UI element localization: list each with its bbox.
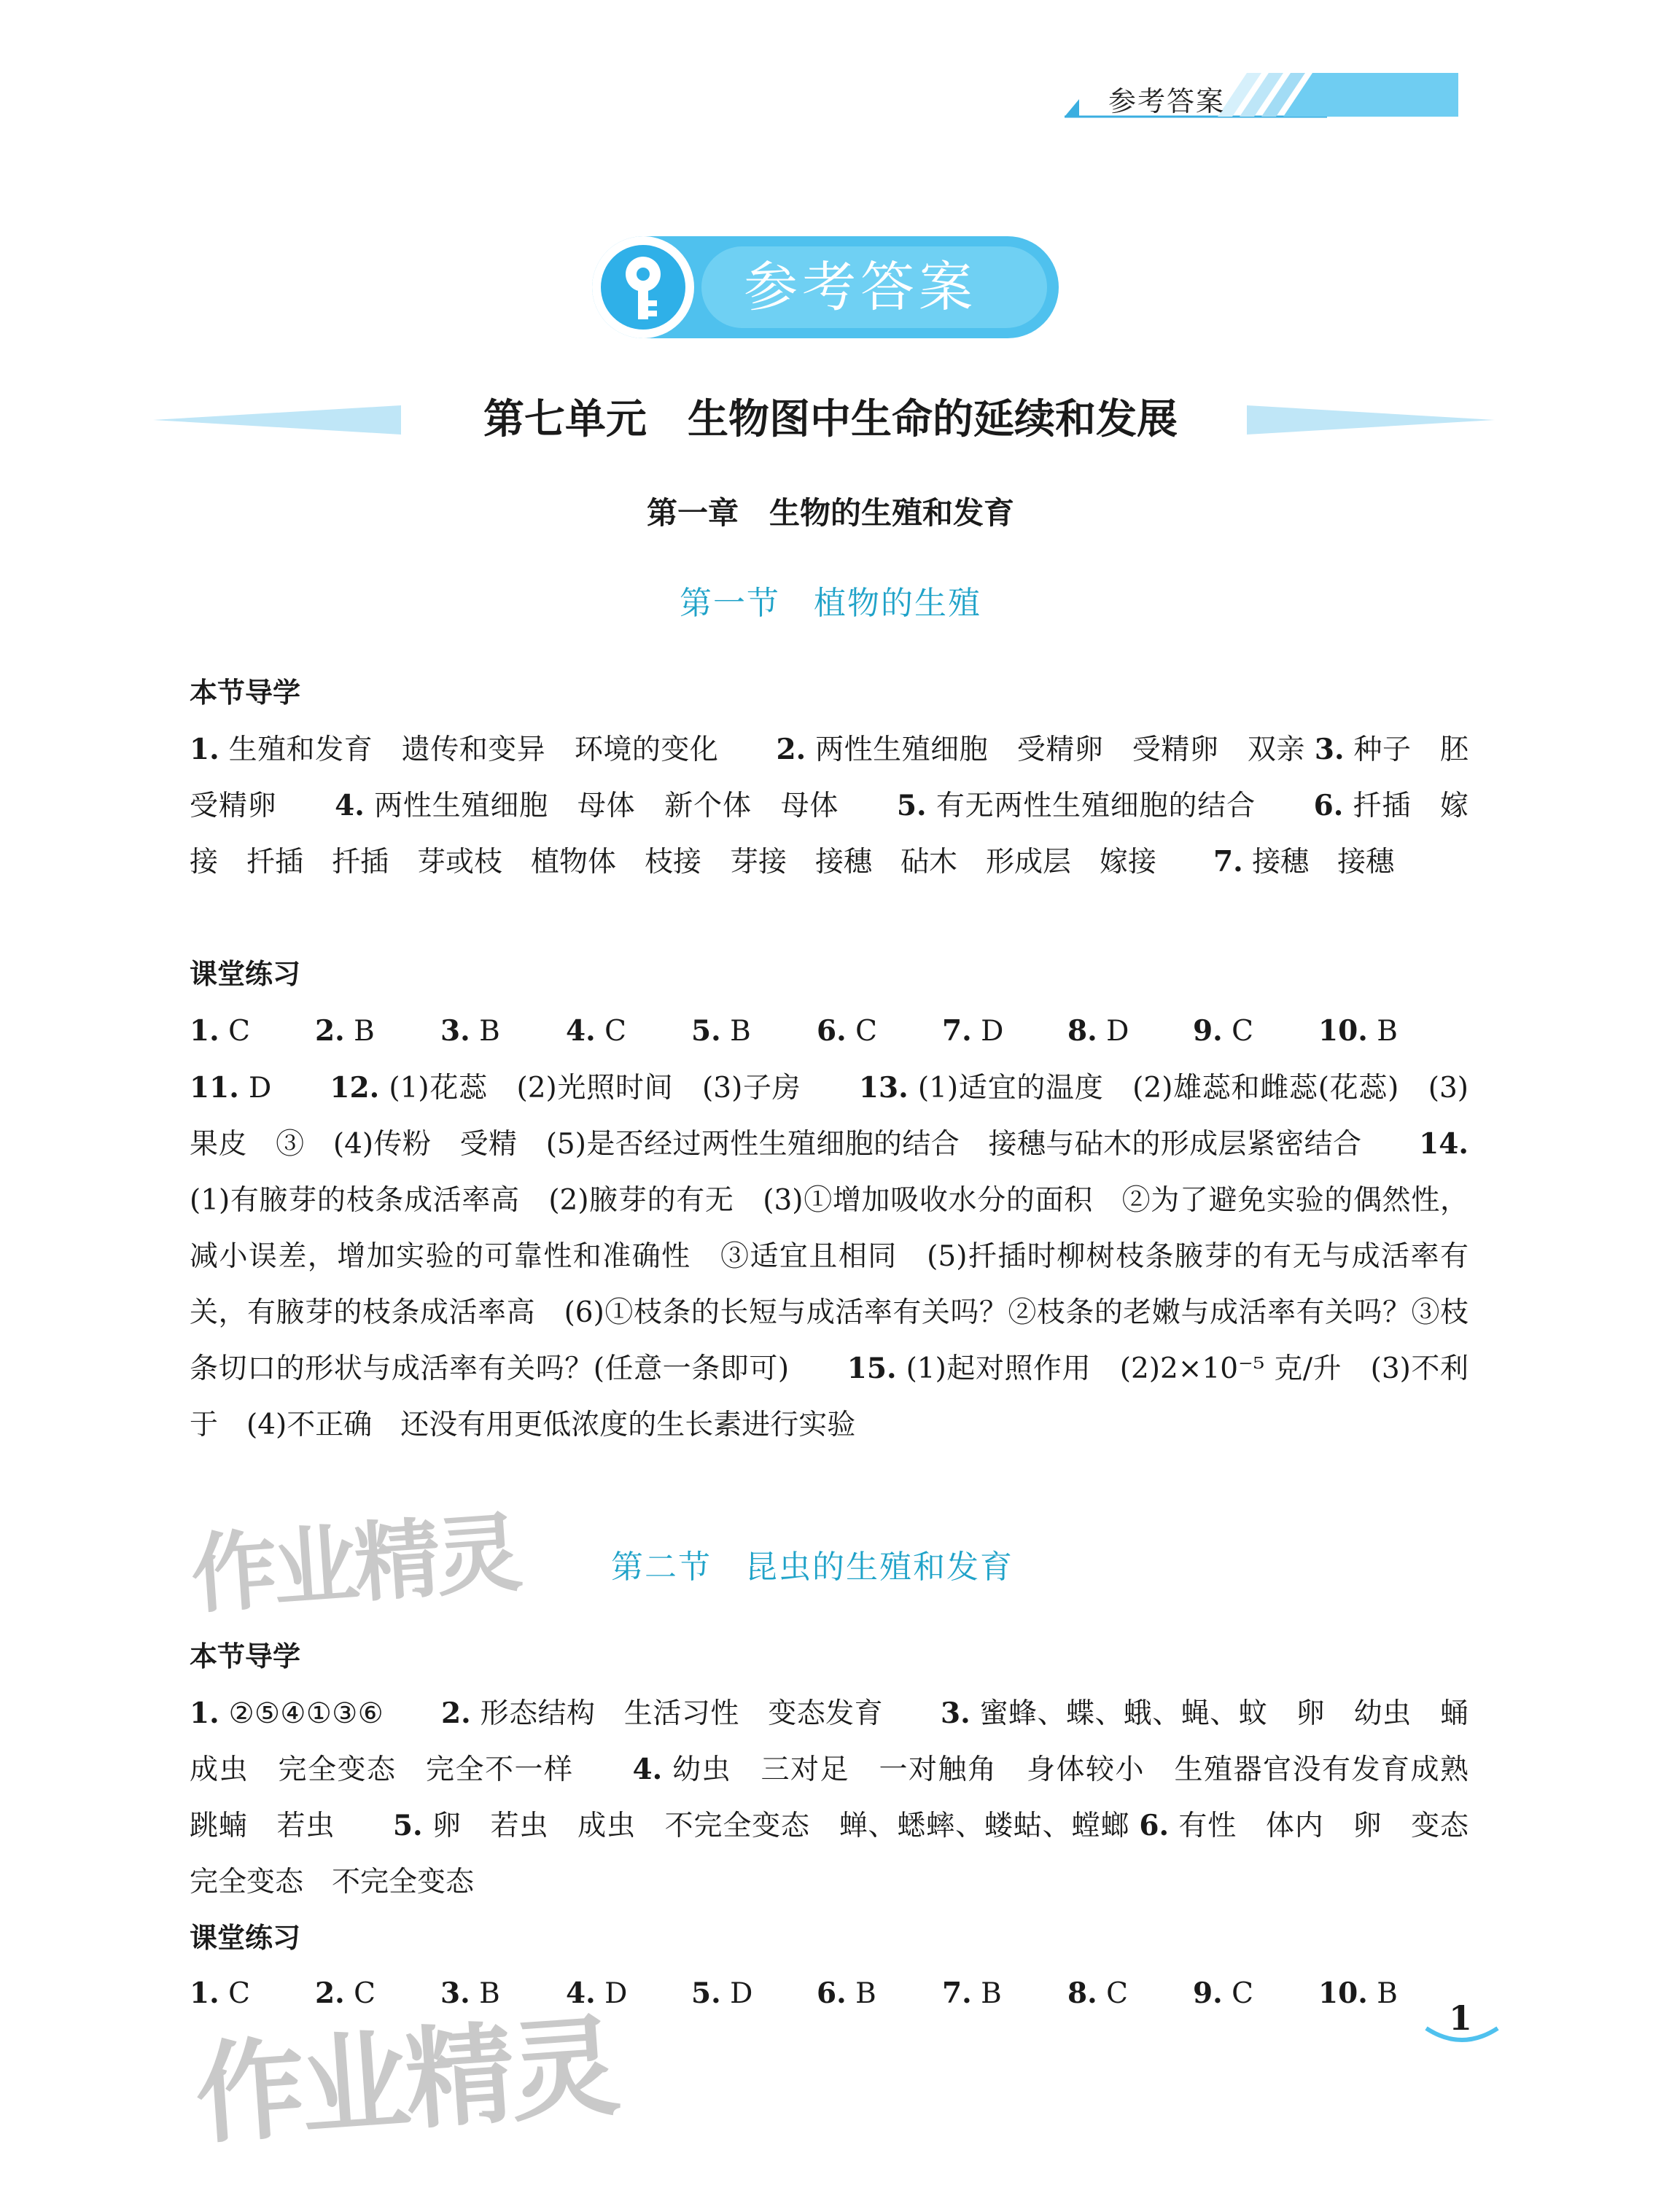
mcq-item: 1. C — [190, 1977, 250, 2010]
mcq-item: 10. B — [1318, 1977, 1398, 2010]
mcq-item: 4. C — [566, 1014, 626, 1048]
watermark: 作业精灵 — [187, 1502, 521, 1626]
mcq-item: 9. C — [1193, 1977, 1253, 2010]
unit-title: 第七单元 生物图中生命的延续和发展 — [483, 396, 1178, 443]
mcq-item: 6. C — [817, 1014, 877, 1048]
chapter-title: 第一章 生物的生殖和发育 — [646, 495, 1014, 531]
mcq-item: 3. B — [440, 1977, 500, 2010]
section2-title: 第二节 昆虫的生殖和发育 — [611, 1549, 1014, 1586]
key-icon — [592, 236, 694, 338]
badge-title: 参考答案 — [744, 256, 977, 319]
section2-guide-text: 1. ②⑤④①③⑥ 2. 形态结构 生活习性 变态发育 3. 蜜蜂、蝶、蛾、蝇、蚊 卵 幼虫 蛹 成虫 完全变态 完全不一样 4. 幼虫 三对足 一对触角 身体较小 生殖器官没有发育成熟 跳蝻 若虫 5. 卵 若虫 成虫 不完全变态 蝉、蟋蟀、蝼蛄、螳螂 6. 有性 体内 卵 变态 完全变态 不完全变态 — [190, 1697, 1498, 1898]
section1-mcq-row — [190, 1010, 1473, 1052]
mcq-item: 6. B — [817, 1977, 876, 2010]
mcq-item: 4. D — [566, 1977, 628, 2010]
section1-title: 第一节 植物的生殖 — [680, 585, 981, 622]
section1-guide-text: 1. 生殖和发育 遗传和变异 环境的变化 2. 两性生殖细胞 受精卵 受精卵 双亲 3. 种子 胚 受精卵 4. 两性生殖细胞 母体 新个体 母体 5. 有无两性生殖细胞的结合 6. 扦插 嫁接 扦插 扦插 芽或枝 植物体 枝接 芽接 接穗 砧木 形成层 嫁接 7. 接穗 接穗 — [190, 733, 1498, 879]
mcq-item: 10. B — [1318, 1014, 1398, 1048]
section2-mcq-row — [190, 1973, 1473, 2014]
mcq-item: 8. D — [1067, 1014, 1129, 1048]
title-badge — [592, 236, 1059, 338]
page-number: 1 — [1448, 1998, 1472, 2038]
mcq-item: 9. C — [1193, 1014, 1253, 1048]
mcq-item: 1. C — [190, 1014, 250, 1048]
watermark: 作业精灵 — [191, 2003, 620, 2160]
mcq-item: 5. D — [691, 1977, 753, 2010]
mcq-item: 2. C — [315, 1977, 376, 2010]
section2-guide-heading: 本节导学 — [190, 1640, 301, 1672]
mcq-item: 5. B — [691, 1014, 751, 1048]
mcq-item: 3. B — [440, 1014, 500, 1048]
mcq-item: 7. B — [942, 1977, 1002, 2010]
section2-practice-heading: 课堂练习 — [190, 1922, 301, 1954]
section1-practice-text: 11. D 12. (1)花蕊 (2)光照时间 (3)子房 13. (1)适宜的温度 (2)雄蕊和雌蕊(花蕊) (3)果皮 ③ (4)传粉 受精 (5)是否经过两性生殖细胞的结合 接穗与砧木的形成层紧密结合 14. (1)有腋芽的枝条成活率高 (2)腋芽的有无 (3)①增加吸收水分的面积 ②为了避免实验的偶然性，减小误差，增加实验的可靠性和准确性 ③适宜且相同 (5)扦插时柳树枝条腋芽的有无与成活率有关，有腋芽的枝条成活率高 (6)①枝条的长短与成活率有关吗？②枝条的老嫩与成活率有关吗？③枝条切口的形状与成活率有关吗？(任意一条即可) 15. (1)起对照作用 (2)2×10⁻⁵ 克/升 (3)不利于 (4)不正确 还没有用更低浓度的生长素进行实验 — [190, 1071, 1469, 1441]
section1-guide-heading: 本节导学 — [190, 677, 301, 709]
mcq-item: 8. C — [1067, 1977, 1128, 2010]
mcq-item: 7. D — [942, 1014, 1004, 1048]
header-tab-label: 参考答案 — [1108, 85, 1226, 117]
mcq-item: 2. B — [315, 1014, 375, 1048]
section1-practice-heading: 课堂练习 — [190, 958, 301, 990]
header-tab — [1050, 73, 1458, 120]
